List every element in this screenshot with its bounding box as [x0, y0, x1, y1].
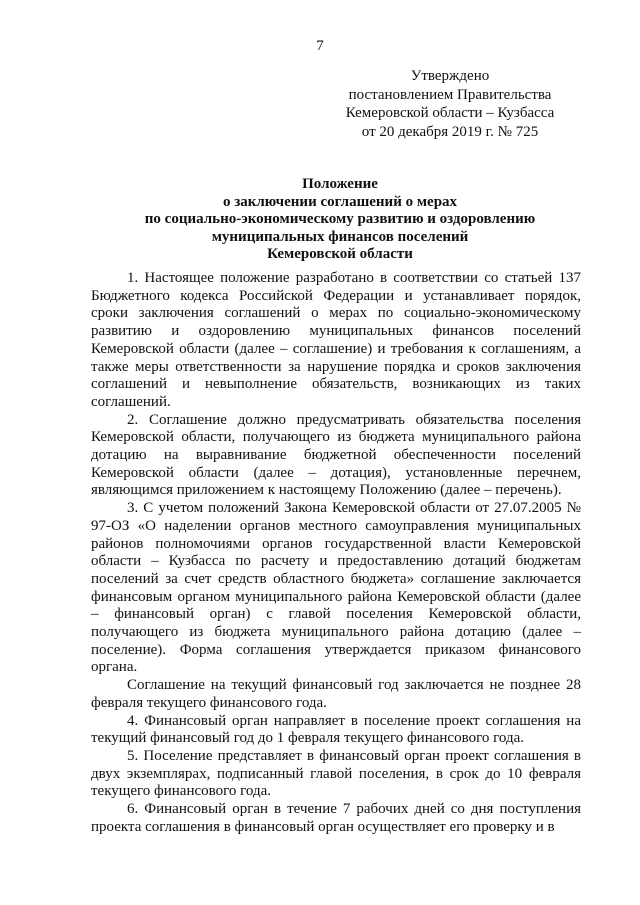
- paragraph: Соглашение на текущий финансовый год заключается не позднее 28 февраля текущего финансового года.: [91, 677, 581, 711]
- title-line: о заключении соглашений о мерах: [222, 193, 458, 210]
- paragraph: 3. С учетом положений Закона Кемеровской области от 27.07.2005 № 97-ОЗ «О наделении органов местного самоуправления муниципальных районов полномочиями органов государственной власти Кемеровской области – Кузбасса по расчету и предоставлению дотаций бюджетам поселений за счет средств областного бюджета» соглашение заключается финансовым органом муниципального района Кемеровской области (далее – финансовый орган) с главой поселения Кемеровской области, получающего из бюджета муниципального района дотацию (далее – поселение). Форма соглашения утверждается приказом финансового органа.: [91, 500, 581, 676]
- paragraph: 5. Поселение представляет в финансовый орган проект соглашения в двух экземплярах, подписанный главой поселения, в срок до 10 февраля текущего финансового года.: [91, 747, 581, 800]
- paragraph: 1. Настоящее положение разработано в соответствии со статьей 137 Бюджетного кодекса Российской Федерации и устанавливает порядок, сроки заключения соглашений о мерах по социально-экономическому развитию и оздоровлению муниципальных финансов поселений Кемеровской области (далее – соглашение) и требования к соглашениям, а также меры ответственности за нарушение порядка и сроков заключения соглашений и невыполнение обязательств, возникающих из таких соглашений.: [91, 270, 581, 410]
- paragraph: 6. Финансовый орган в течение 7 рабочих дней со дня поступления проекта соглашения в финансовый орган осуществляет его проверку и в: [91, 801, 581, 835]
- title-line: Кемеровской области: [267, 246, 413, 263]
- approval-line: от 20 декабря 2019 г. № 725: [361, 123, 539, 140]
- approval-block: [330, 67, 570, 141]
- title-line: по социально-экономическому развитию и оздоровлению: [144, 211, 536, 228]
- title-line: Положение: [302, 176, 378, 192]
- paragraph: 4. Финансовый орган направляет в поселение проект соглашения на текущий финансовый год до 1 февраля текущего финансового года.: [91, 712, 581, 747]
- title-line: муниципальных финансов поселений: [211, 228, 469, 245]
- document-title: [60, 176, 620, 264]
- approval-line: Кемеровской области – Кузбасса: [345, 105, 555, 121]
- approval-line: Утверждено: [410, 68, 490, 84]
- document-body: [91, 270, 581, 837]
- page-number: 7: [316, 38, 324, 54]
- approval-line: постановлением Правительства: [348, 86, 552, 103]
- paragraph: 2. Соглашение должно предусматривать обязательства поселения Кемеровской области, получающего из бюджета муниципального района дотацию на выравнивание бюджетной обеспеченности поселений Кемеровской области (далее – дотация), установленные перечнем, являющимся приложением к настоящему Положению (далее – перечень).: [91, 411, 581, 499]
